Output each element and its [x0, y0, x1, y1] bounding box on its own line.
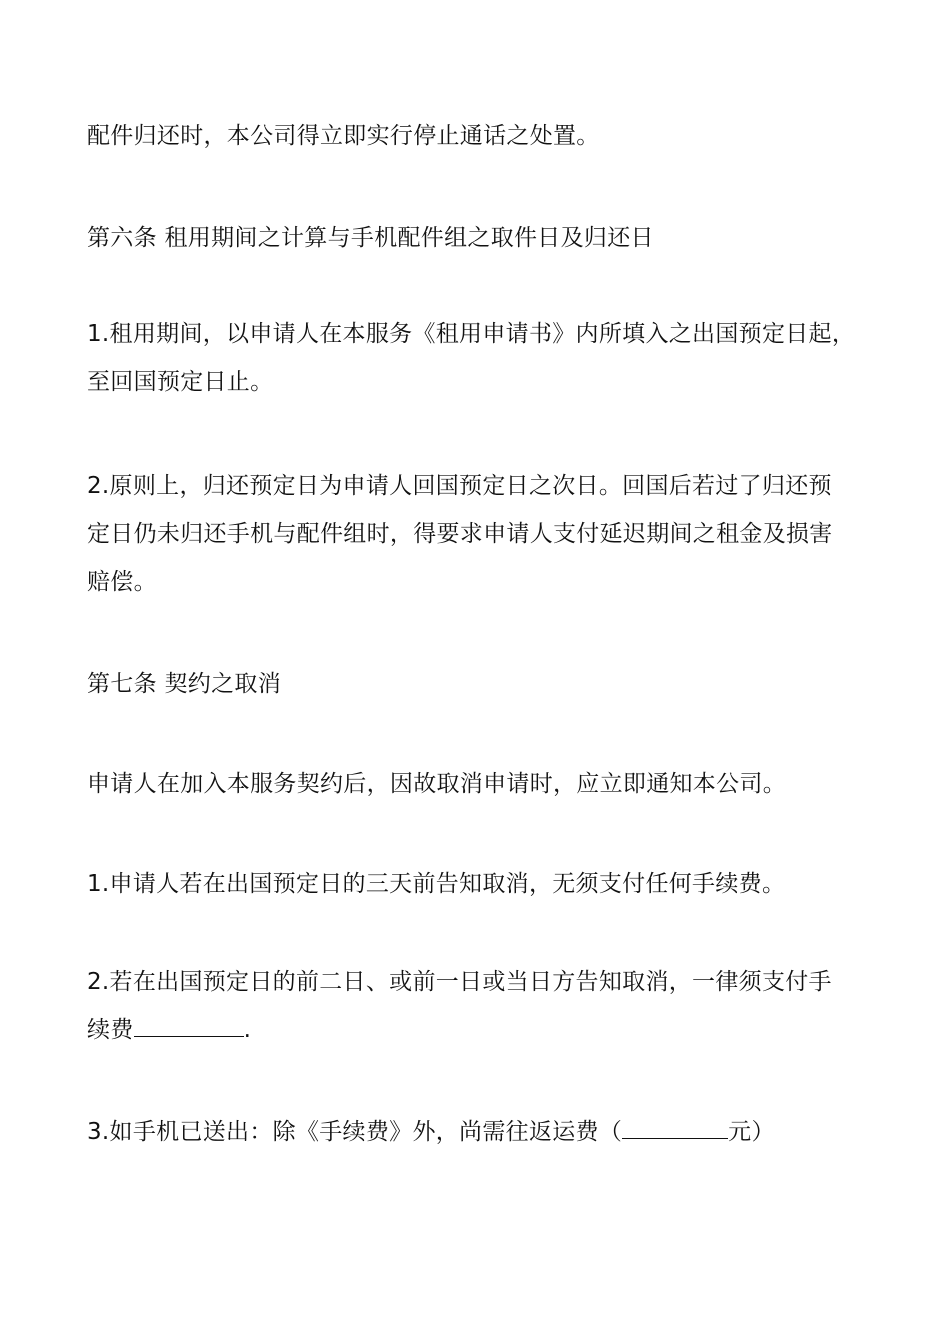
text-line: 2.若在出国预定日的前二日、或前一日或当日方告知取消，一律须支付手 [87, 969, 832, 995]
text-line: 赔偿。 [87, 569, 157, 595]
text-line [87, 1006, 877, 1054]
text-line [87, 1108, 877, 1156]
article-7-title [87, 660, 877, 708]
article-7-item-3 [87, 1108, 877, 1156]
article-7-item-2 [87, 958, 877, 1054]
fee-blank [134, 1010, 244, 1037]
text-line: 1.申请人若在出国预定日的三天前告知取消，无须支付任何手续费。 [87, 871, 786, 897]
text-fragment: 元） [728, 1119, 775, 1145]
shipping-fee-blank [622, 1112, 728, 1139]
text-line: 申请人在加入本服务契约后，因故取消申请时，应立即通知本公司。 [87, 771, 786, 797]
text-line: 2.原则上，归还预定日为申请人回国预定日之次日。回国后若过了归还预 [87, 473, 832, 499]
article-7-intro [87, 760, 877, 808]
text-line: 第六条 租用期间之计算与手机配件组之取件日及归还日 [87, 225, 654, 251]
paragraph-intro [87, 112, 877, 160]
article-6-title [87, 214, 877, 262]
article-7-item-1 [87, 860, 877, 908]
text-line: 至回国预定日止。 [87, 369, 274, 395]
text-fragment: 续费 [87, 1017, 134, 1043]
text-line: 配件归还时，本公司得立即实行停止通话之处置。 [87, 123, 600, 149]
text-line: 第七条 契约之取消 [87, 671, 282, 697]
text-line: 1.租用期间，以申请人在本服务《租用申请书》内所填入之出国预定日起， [87, 321, 856, 347]
article-6-item-1 [87, 310, 877, 406]
article-6-item-2 [87, 462, 877, 606]
text-line: 定日仍未归还手机与配件组时，得要求申请人支付延迟期间之租金及损害 [87, 521, 833, 547]
text-fragment: 3.如手机已送出：除《手续费》外，尚需往返运费（ [87, 1119, 623, 1145]
text-fragment: . [243, 1017, 252, 1043]
